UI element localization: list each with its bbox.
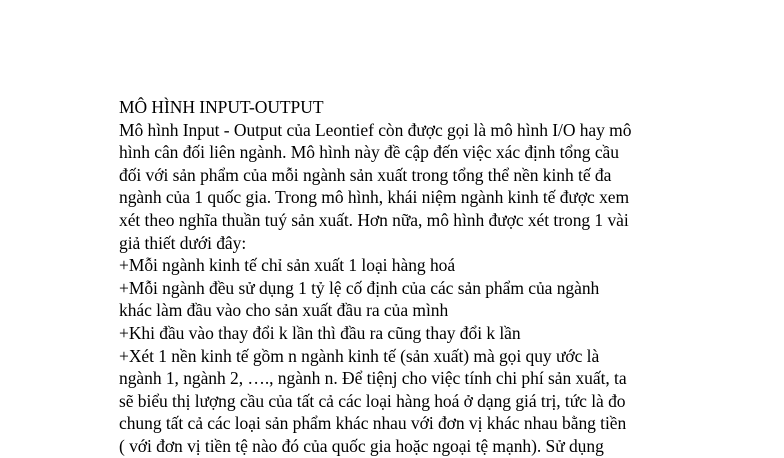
list-item-line: sẽ biểu thị lượng cầu của tất cả các loại hàng hoá ở dạng giá trị, tức là đo <box>119 390 626 411</box>
list-item-line: khác làm đầu vào cho sản xuất đầu ra của mình <box>119 300 449 321</box>
list-item-line: +Khi đầu vào thay đổi k lần thì đầu ra cũng thay đổi k lần <box>119 322 521 343</box>
paragraph-line: ngành của 1 quốc gia. Trong mô hình, khái niệm ngành kinh tế được xem <box>119 187 630 208</box>
list-item-line: chung tất cả các loại sản phẩm khác nhau với đơn vị khác nhau bằng tiền <box>119 413 627 434</box>
paragraph-line: hình cân đối liên ngành. Mô hình này đề cập đến việc xác định tổng cầu <box>119 142 619 163</box>
document-heading: MÔ HÌNH INPUT-OUTPUT <box>119 97 324 117</box>
list-item-line: ( với đơn vị tiền tệ nào đó của quốc gia hoặc ngoại tệ mạnh). Sử dụng <box>119 435 604 456</box>
paragraph-line: Mô hình Input - Output của Leontief còn được gọi là mô hình I/O hay mô <box>119 119 632 140</box>
list-item-line: +Xét 1 nền kinh tế gồm n ngành kinh tế (sản xuất) mà gọi quy ước là <box>119 345 600 366</box>
list-item-line: +Mỗi ngành đều sử dụng 1 tỷ lệ cố định của các sản phẩm của ngành <box>119 277 600 298</box>
list-item-line: ngành 1, ngành 2, …., ngành n. Để tiệnj cho việc tính chi phí sản xuất, ta <box>119 368 627 389</box>
document-body <box>119 96 769 458</box>
paragraph-line: xét theo nghĩa thuần tuý sản xuất. Hơn nữa, mô hình được xét trong 1 vài <box>119 209 629 230</box>
paragraph-line: đối với sản phẩm của mỗi ngành sản xuất trong tổng thể nền kinh tế đa <box>119 164 612 185</box>
list-item-line: +Mỗi ngành kinh tế chỉ sản xuất 1 loại hàng hoá <box>119 255 456 276</box>
paragraph-line: giả thiết dưới đây: <box>119 232 247 253</box>
